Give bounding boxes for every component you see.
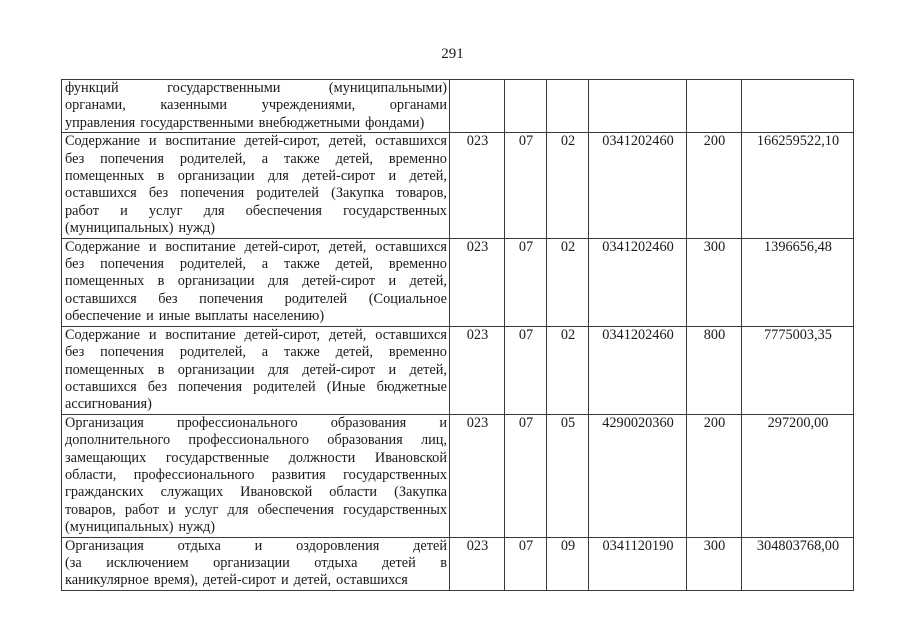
word: воспитание <box>165 133 236 150</box>
word: без <box>158 290 178 307</box>
word: также <box>283 256 320 273</box>
row-amount: 1396656,48 <box>742 238 854 326</box>
word: Ивановской <box>240 484 313 501</box>
word: оставшихся <box>375 133 447 150</box>
word: попечения <box>100 344 164 361</box>
word: обеспечение <box>65 308 142 325</box>
word: а <box>261 344 269 361</box>
row-amount <box>742 80 854 133</box>
table-row <box>62 537 854 590</box>
word: в <box>440 554 447 571</box>
word: населению) <box>253 308 325 325</box>
word: и <box>148 238 157 255</box>
description-line <box>65 185 447 202</box>
word: детей <box>381 554 416 571</box>
word: попечения <box>180 185 245 202</box>
word: временно <box>388 256 447 273</box>
description-line <box>65 396 447 413</box>
word: детей, <box>335 150 374 167</box>
word: органами <box>389 97 447 114</box>
word: и <box>254 537 263 554</box>
row-amount: 297200,00 <box>742 414 854 537</box>
row-expense-type: 300 <box>687 238 742 326</box>
row-expense-type: 200 <box>687 133 742 238</box>
word: для <box>267 361 289 378</box>
description-line <box>65 97 447 114</box>
word: родителей <box>253 378 316 395</box>
row-subsection: 05 <box>547 414 589 537</box>
word: организации <box>177 273 255 290</box>
word: родителей, <box>179 150 246 167</box>
row-expense-type <box>687 80 742 133</box>
row-description <box>62 238 450 326</box>
word: и <box>120 202 128 219</box>
word: попечения <box>100 150 164 167</box>
word: Организация <box>65 414 144 431</box>
row-description <box>62 80 450 133</box>
word: для <box>267 273 289 290</box>
row-description <box>62 414 450 537</box>
word: а <box>261 256 269 273</box>
page-number: 291 <box>441 46 464 62</box>
word: родителей, <box>179 256 246 273</box>
word: воспитание <box>165 326 236 343</box>
description-line <box>65 115 447 132</box>
word: родителей, <box>179 344 246 361</box>
word: также <box>283 344 320 361</box>
word: образования <box>330 414 407 431</box>
word: детей, <box>335 344 374 361</box>
word: товаров, <box>65 501 116 518</box>
description-line <box>65 450 447 467</box>
word: организации <box>177 168 255 185</box>
word: обеспечения <box>245 202 323 219</box>
row-section: 07 <box>505 414 547 537</box>
description-line <box>65 502 447 519</box>
word: Содержание <box>65 133 140 150</box>
row-target-article: 0341120190 <box>589 537 687 590</box>
word: оставшихся <box>65 290 137 307</box>
word: детей, <box>328 133 367 150</box>
row-amount: 7775003,35 <box>742 326 854 414</box>
description-line <box>65 555 447 572</box>
word: области <box>329 484 378 501</box>
word: казенными <box>160 97 228 114</box>
word: в <box>157 168 165 185</box>
word: помещенных <box>65 273 145 290</box>
word: государственных <box>343 202 447 219</box>
word: и <box>148 326 157 343</box>
row-target-article: 4290020360 <box>589 414 687 537</box>
description-line <box>65 327 447 344</box>
word: нужд) <box>178 220 216 237</box>
word: (муниципальными) <box>328 80 447 96</box>
row-section: 07 <box>505 326 547 414</box>
description-line <box>65 256 447 273</box>
row-subsection: 02 <box>547 238 589 326</box>
row-expense-type: 300 <box>687 537 742 590</box>
word: Содержание <box>65 326 140 343</box>
word: замещающих <box>65 449 147 466</box>
word: услуг <box>148 202 183 219</box>
word: отдыха <box>314 554 358 571</box>
description-line <box>65 432 447 449</box>
budget-table-body <box>62 80 854 591</box>
word: оставшихся <box>65 378 137 395</box>
budget-table <box>61 79 854 591</box>
word: помещенных <box>65 361 145 378</box>
word: родителей <box>256 185 319 202</box>
word: работ <box>65 202 99 219</box>
row-subsection: 09 <box>547 537 589 590</box>
row-admin-code: 023 <box>450 414 505 537</box>
word: работ <box>124 501 159 518</box>
row-subsection: 02 <box>547 326 589 414</box>
word: каникулярное <box>65 572 149 589</box>
word: профессионального <box>188 432 310 449</box>
description-line <box>65 572 447 589</box>
description-line <box>65 239 447 256</box>
row-target-article <box>589 80 687 133</box>
word: и <box>167 501 176 518</box>
row-subsection <box>547 80 589 133</box>
row-subsection: 02 <box>547 133 589 238</box>
row-expense-type: 200 <box>687 414 742 537</box>
word: временно <box>388 344 447 361</box>
word: без <box>65 150 85 167</box>
description-line <box>65 151 447 168</box>
word: образования <box>327 432 403 449</box>
description-line <box>65 291 447 308</box>
description-line <box>65 519 447 536</box>
row-description <box>62 326 450 414</box>
word: и <box>281 572 289 589</box>
row-admin-code <box>450 80 505 133</box>
row-admin-code: 023 <box>450 133 505 238</box>
word: государственными <box>167 80 281 96</box>
description-line <box>65 308 447 325</box>
word: Организация <box>65 537 144 554</box>
word: детей <box>413 537 447 554</box>
word: в <box>157 273 165 290</box>
word: иные <box>158 308 191 325</box>
table-row <box>62 238 854 326</box>
description-line <box>65 415 447 432</box>
word: (Социальное <box>368 290 447 307</box>
word: функций <box>65 80 119 96</box>
row-expense-type: 800 <box>687 326 742 414</box>
row-admin-code: 023 <box>450 537 505 590</box>
word: детей-сирот, <box>244 238 321 255</box>
table-row <box>62 133 854 238</box>
word: в <box>157 361 165 378</box>
word: детей-сирот <box>302 273 376 290</box>
word: государственных <box>343 466 447 483</box>
row-section: 07 <box>505 537 547 590</box>
word: оставшихся <box>65 185 137 202</box>
word: для <box>267 168 289 185</box>
table-row <box>62 414 854 537</box>
word: и <box>388 361 397 378</box>
word: внебюджетными <box>258 114 361 131</box>
word: развития <box>271 466 326 483</box>
row-amount: 304803768,00 <box>742 537 854 590</box>
description-line <box>65 273 447 290</box>
word: оставшихся <box>375 238 447 255</box>
word: служащих <box>160 484 224 501</box>
word: и <box>388 168 397 185</box>
word: (Закупка <box>331 185 384 202</box>
description-line <box>65 203 447 220</box>
word: и <box>148 133 157 150</box>
word: управления <box>65 114 136 131</box>
word: товаров, <box>396 185 447 202</box>
word: оставшихся <box>375 326 447 343</box>
word: детей-сирот <box>302 361 376 378</box>
word: без <box>147 378 168 395</box>
description-line <box>65 538 447 555</box>
word: попечения <box>100 256 164 273</box>
word: организации <box>213 554 290 571</box>
row-section: 07 <box>505 238 547 326</box>
row-target-article: 0341202460 <box>589 326 687 414</box>
word: нужд) <box>178 519 216 536</box>
row-admin-code: 023 <box>450 238 505 326</box>
word: (Закупка <box>394 484 447 501</box>
word: лиц, <box>420 432 447 449</box>
description-line <box>65 484 447 501</box>
word: и <box>388 273 397 290</box>
word: гражданских <box>65 484 144 501</box>
word: также <box>283 150 320 167</box>
word: государственными <box>140 114 254 131</box>
word: время), <box>153 572 199 589</box>
word: попечения <box>199 290 264 307</box>
word: выплаты <box>195 308 249 325</box>
row-description <box>62 537 450 590</box>
word: детей, <box>409 361 447 378</box>
word: оздоровления <box>296 537 380 554</box>
word: фондами) <box>365 114 425 131</box>
word: родителей <box>284 290 348 307</box>
word: органами, <box>65 97 126 114</box>
description-line <box>65 344 447 361</box>
word: оставшихся <box>336 572 408 589</box>
word: (за <box>65 554 82 571</box>
word: бюджетные <box>376 378 447 395</box>
word: временно <box>388 150 447 167</box>
word: детей-сирот <box>203 572 277 589</box>
row-admin-code: 023 <box>450 326 505 414</box>
word: без <box>148 185 169 202</box>
word: исключением <box>106 554 189 571</box>
word: услуг <box>184 501 219 518</box>
word: (муниципальных) <box>65 220 174 237</box>
table-row <box>62 80 854 133</box>
word: (Иные <box>326 378 366 395</box>
description-line <box>65 379 447 396</box>
description-line <box>65 220 447 237</box>
word: попечения <box>178 378 243 395</box>
word: должности <box>288 449 356 466</box>
row-section <box>505 80 547 133</box>
row-target-article: 0341202460 <box>589 133 687 238</box>
word: и <box>146 308 154 325</box>
word: для <box>227 501 249 518</box>
description-line <box>65 80 447 97</box>
word: детей, <box>328 238 367 255</box>
word: детей, <box>335 256 374 273</box>
word: детей-сирот <box>302 168 376 185</box>
row-amount: 166259522,10 <box>742 133 854 238</box>
word: отдыха <box>177 537 221 554</box>
description-line <box>65 467 447 484</box>
word: профессионального <box>177 414 298 431</box>
word: дополнительного <box>65 432 171 449</box>
word: детей, <box>409 168 447 185</box>
description-line <box>65 362 447 379</box>
word: государственные <box>165 449 269 466</box>
word: детей-сирот, <box>244 326 321 343</box>
description-line <box>65 168 447 185</box>
word: обеспечения <box>257 501 335 518</box>
word: и <box>439 414 447 431</box>
word: детей, <box>409 273 447 290</box>
word: детей, <box>328 326 367 343</box>
word: профессионального <box>133 466 255 483</box>
word: детей, <box>293 572 332 589</box>
word: без <box>65 256 85 273</box>
table-row <box>62 326 854 414</box>
word: организации <box>177 361 255 378</box>
row-description <box>62 133 450 238</box>
word: ассигнования) <box>65 396 152 413</box>
word: Содержание <box>65 238 140 255</box>
word: воспитание <box>165 238 236 255</box>
word: а <box>261 150 269 167</box>
row-target-article: 0341202460 <box>589 238 687 326</box>
row-section: 07 <box>505 133 547 238</box>
word: (муниципальных) <box>65 519 174 536</box>
word: Ивановской <box>374 449 447 466</box>
word: для <box>203 202 225 219</box>
description-line <box>65 133 447 150</box>
word: детей-сирот, <box>244 133 321 150</box>
word: помещенных <box>65 168 145 185</box>
word: государственных <box>343 501 447 518</box>
word: области, <box>65 466 117 483</box>
word: без <box>65 344 85 361</box>
word: учреждениями, <box>261 97 356 114</box>
